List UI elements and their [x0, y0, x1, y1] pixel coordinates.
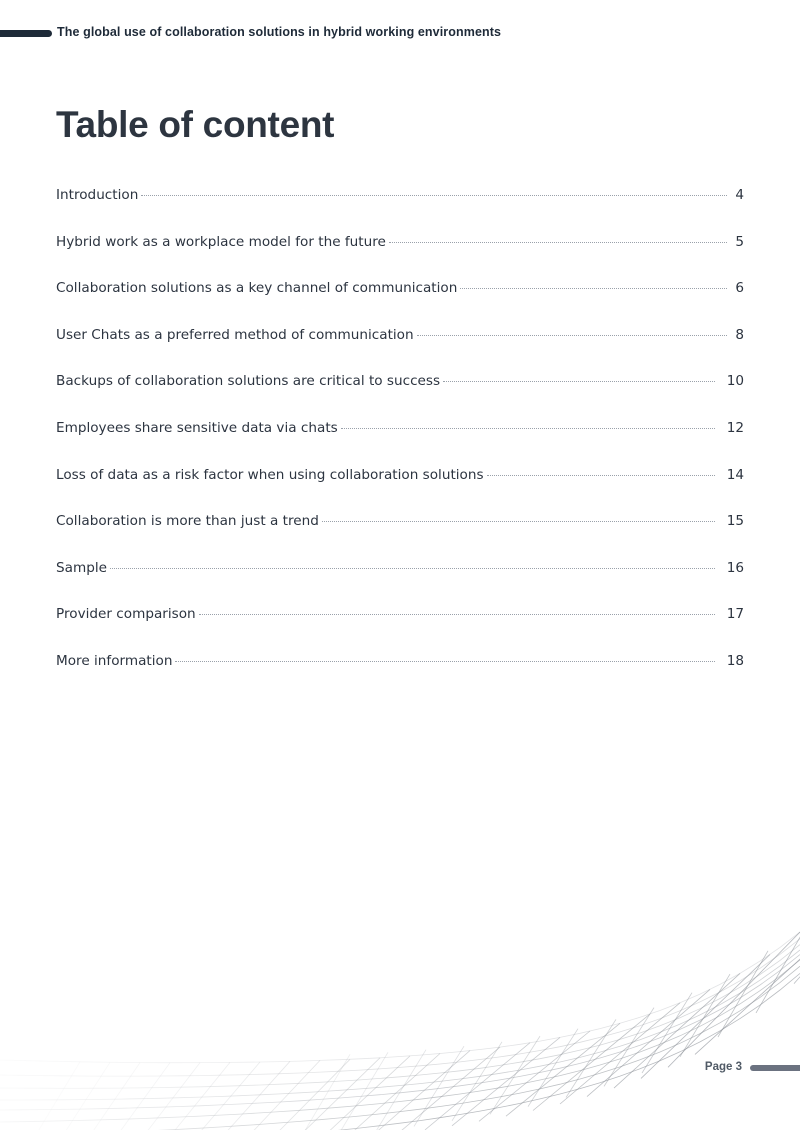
toc-entry-label: Provider comparison: [56, 606, 196, 623]
toc-entry-label: Collaboration is more than just a trend: [56, 513, 319, 530]
toc-dot-leader: [460, 288, 727, 289]
page-number: Page 3: [704, 1061, 742, 1073]
toc-entry-page: 6: [735, 280, 744, 297]
toc-dot-leader: [443, 381, 715, 382]
toc-entry[interactable]: [56, 420, 744, 467]
toc-entry-label: Loss of data as a risk factor when using collaboration solutions: [56, 466, 484, 483]
toc-dot-leader: [322, 521, 715, 522]
toc-entry-label: Sample: [56, 559, 107, 576]
toc-entry-page: 12: [726, 419, 744, 436]
mesh-wave-decoration: [0, 840, 800, 1130]
toc-entry-page: 14: [726, 466, 744, 483]
toc-entry[interactable]: [56, 187, 744, 234]
toc-entry[interactable]: [56, 234, 744, 281]
toc-dot-leader: [141, 195, 727, 196]
toc-entry-label: Introduction: [56, 187, 139, 203]
toc-entry[interactable]: [56, 373, 744, 420]
toc-entry[interactable]: [56, 560, 744, 607]
toc-entry-label: Backups of collaboration solutions are critical to success: [56, 373, 441, 390]
toc-dot-leader: [417, 335, 727, 336]
toc-entry-page: 8: [735, 326, 744, 343]
page-title: Table of content: [56, 104, 335, 145]
toc-entry[interactable]: [56, 513, 744, 560]
toc-dot-leader: [199, 614, 715, 615]
toc-entry-label: Collaboration solutions as a key channel of communication: [56, 280, 458, 297]
toc-entry-page: 17: [726, 606, 744, 623]
toc-entry-page: 16: [726, 559, 744, 576]
toc-entry[interactable]: [56, 280, 744, 327]
footer-accent-bar: [750, 1065, 800, 1071]
table-of-contents: [56, 187, 744, 700]
toc-dot-leader: [389, 242, 727, 243]
toc-entry[interactable]: [56, 653, 744, 700]
document-header-title: The global use of collaboration solutions in hybrid working environments: [57, 25, 502, 39]
header-accent-bar: [0, 30, 52, 37]
toc-entry-label: Employees share sensitive data via chats: [56, 419, 338, 436]
toc-dot-leader: [110, 568, 715, 569]
toc-entry[interactable]: [56, 327, 744, 374]
toc-entry-label: Hybrid work as a workplace model for the future: [56, 233, 386, 250]
toc-dot-leader: [487, 475, 715, 476]
toc-entry-page: 4: [735, 187, 744, 203]
toc-entry-page: 15: [726, 513, 744, 530]
toc-dot-leader: [175, 661, 714, 662]
toc-entry-page: 18: [726, 652, 744, 669]
toc-dot-leader: [341, 428, 715, 429]
toc-entry-page: 10: [726, 373, 744, 390]
toc-entry-label: More information: [56, 652, 173, 669]
toc-entry[interactable]: [56, 606, 744, 653]
toc-entry-page: 5: [735, 233, 744, 250]
toc-entry-label: User Chats as a preferred method of communication: [56, 326, 414, 343]
toc-entry[interactable]: [56, 467, 744, 514]
